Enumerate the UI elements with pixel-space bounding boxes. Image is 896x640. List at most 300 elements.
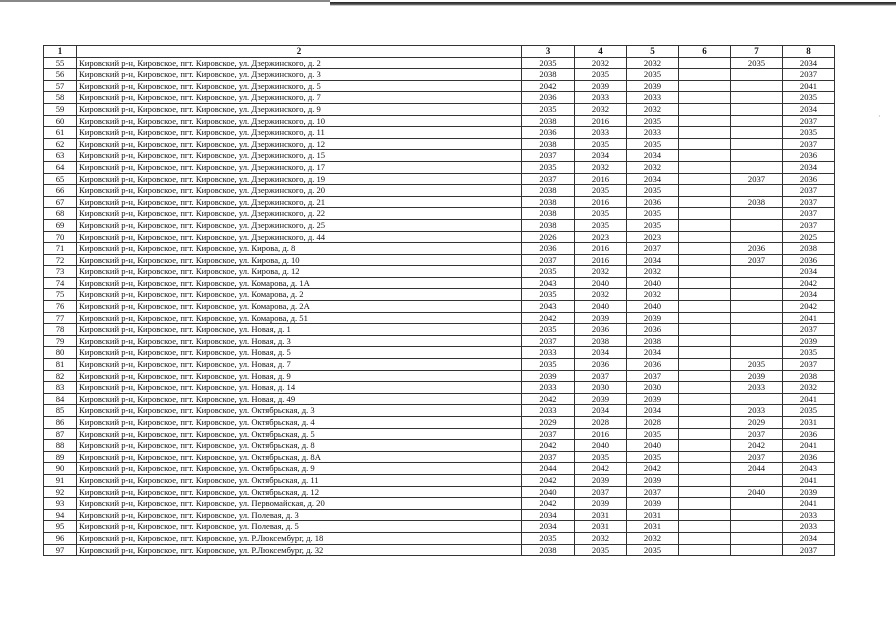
col3-year-cell: 2034 — [522, 521, 575, 533]
address-cell: Кировский р-н, Кировское, пгт. Кировское, ул. Р.Люксембург, д. 32 — [77, 544, 522, 556]
col3-year-cell: 2038 — [522, 208, 575, 220]
col6-cell — [679, 417, 731, 429]
col4-year-cell: 2039 — [575, 80, 627, 92]
row-number-cell: 93 — [44, 498, 77, 510]
col3-year-cell: 2036 — [522, 127, 575, 139]
col8-year-cell: 2036 — [783, 254, 835, 266]
col6-cell — [679, 80, 731, 92]
row-number-cell: 55 — [44, 57, 77, 69]
col7-year-cell: 2037 — [731, 254, 783, 266]
col8-year-cell: 2037 — [783, 138, 835, 150]
col5-year-cell: 2037 — [627, 243, 679, 255]
row-number-cell: 92 — [44, 486, 77, 498]
row-number-cell: 85 — [44, 405, 77, 417]
col3-year-cell: 2038 — [522, 219, 575, 231]
col3-year-cell: 2042 — [522, 80, 575, 92]
row-number-cell: 57 — [44, 80, 77, 92]
row-number-cell: 80 — [44, 347, 77, 359]
row-number-cell: 86 — [44, 417, 77, 429]
col5-year-cell: 2035 — [627, 69, 679, 81]
col4-year-cell: 2035 — [575, 219, 627, 231]
col8-year-cell: 2036 — [783, 451, 835, 463]
table-row — [44, 440, 835, 452]
row-number-cell: 61 — [44, 127, 77, 139]
col4-year-cell: 2039 — [575, 312, 627, 324]
col8-year-cell: 2037 — [783, 324, 835, 336]
col6-cell — [679, 440, 731, 452]
col4-year-cell: 2034 — [575, 150, 627, 162]
col5-year-cell: 2040 — [627, 277, 679, 289]
col4-year-cell: 2040 — [575, 440, 627, 452]
table-row — [44, 417, 835, 429]
column-header-8: 8 — [783, 46, 835, 58]
col4-year-cell: 2039 — [575, 474, 627, 486]
col3-year-cell: 2035 — [522, 266, 575, 278]
col7-year-cell — [731, 161, 783, 173]
col5-year-cell: 2032 — [627, 103, 679, 115]
table-row — [44, 289, 835, 301]
column-header-3: 3 — [522, 46, 575, 58]
col7-year-cell: 2042 — [731, 440, 783, 452]
col6-cell — [679, 127, 731, 139]
row-number-cell: 78 — [44, 324, 77, 336]
col3-year-cell: 2035 — [522, 359, 575, 371]
col8-year-cell: 2036 — [783, 173, 835, 185]
table-row — [44, 196, 835, 208]
column-header-2: 2 — [77, 46, 522, 58]
col4-year-cell: 2032 — [575, 266, 627, 278]
col7-year-cell: 2033 — [731, 382, 783, 394]
col7-year-cell — [731, 289, 783, 301]
col4-year-cell: 2016 — [575, 254, 627, 266]
col4-year-cell: 2032 — [575, 57, 627, 69]
col8-year-cell: 2035 — [783, 347, 835, 359]
row-number-cell: 62 — [44, 138, 77, 150]
col5-year-cell: 2039 — [627, 80, 679, 92]
table-row — [44, 324, 835, 336]
col6-cell — [679, 92, 731, 104]
col7-year-cell — [731, 69, 783, 81]
col5-year-cell: 2040 — [627, 440, 679, 452]
col8-year-cell: 2036 — [783, 150, 835, 162]
col5-year-cell: 2032 — [627, 266, 679, 278]
col4-year-cell: 2042 — [575, 463, 627, 475]
address-cell: Кировский р-н, Кировское, пгт. Кировское, ул. Дзержинского, д. 5 — [77, 80, 522, 92]
address-cell: Кировский р-н, Кировское, пгт. Кировское, ул. Дзержинского, д. 19 — [77, 173, 522, 185]
col5-year-cell: 2031 — [627, 521, 679, 533]
col4-year-cell: 2028 — [575, 417, 627, 429]
col5-year-cell: 2034 — [627, 254, 679, 266]
col8-year-cell: 2038 — [783, 370, 835, 382]
address-cell: Кировский р-н, Кировское, пгт. Кировское, ул. Октябрьская, д. 5 — [77, 428, 522, 440]
table-row — [44, 277, 835, 289]
address-cell: Кировский р-н, Кировское, пгт. Кировское, ул. Новая, д. 7 — [77, 359, 522, 371]
housing-register-table — [43, 45, 835, 556]
col3-year-cell: 2038 — [522, 185, 575, 197]
address-cell: Кировский р-н, Кировское, пгт. Кировское, ул. Дзержинского, д. 9 — [77, 103, 522, 115]
table-row — [44, 231, 835, 243]
col8-year-cell: 2043 — [783, 463, 835, 475]
col4-year-cell: 2032 — [575, 103, 627, 115]
col3-year-cell: 2035 — [522, 161, 575, 173]
col5-year-cell: 2042 — [627, 463, 679, 475]
address-cell: Кировский р-н, Кировское, пгт. Кировское, ул. Дзержинского, д. 22 — [77, 208, 522, 220]
col6-cell — [679, 185, 731, 197]
col7-year-cell — [731, 474, 783, 486]
col3-year-cell: 2035 — [522, 57, 575, 69]
column-header-5: 5 — [627, 46, 679, 58]
col3-year-cell: 2038 — [522, 544, 575, 556]
table-row — [44, 173, 835, 185]
col3-year-cell: 2035 — [522, 532, 575, 544]
address-cell: Кировский р-н, Кировское, пгт. Кировское, ул. Первомайская, д. 20 — [77, 498, 522, 510]
table-row — [44, 544, 835, 556]
address-cell: Кировский р-н, Кировское, пгт. Кировское, ул. Полевая, д. 3 — [77, 509, 522, 521]
col5-year-cell: 2028 — [627, 417, 679, 429]
row-number-cell: 89 — [44, 451, 77, 463]
col4-year-cell: 2037 — [575, 370, 627, 382]
col8-year-cell: 2033 — [783, 509, 835, 521]
table-row — [44, 161, 835, 173]
address-cell: Кировский р-н, Кировское, пгт. Кировское, ул. Новая, д. 3 — [77, 335, 522, 347]
col4-year-cell: 2016 — [575, 428, 627, 440]
address-cell: Кировский р-н, Кировское, пгт. Кировское, ул. Дзержинского, д. 10 — [77, 115, 522, 127]
col8-year-cell: 2034 — [783, 532, 835, 544]
col8-year-cell: 2038 — [783, 243, 835, 255]
col3-year-cell: 2037 — [522, 335, 575, 347]
row-number-cell: 60 — [44, 115, 77, 127]
address-cell: Кировский р-н, Кировское, пгт. Кировское, ул. Дзержинского, д. 11 — [77, 127, 522, 139]
row-number-cell: 68 — [44, 208, 77, 220]
address-cell: Кировский р-н, Кировское, пгт. Кировское, ул. Октябрьская, д. 12 — [77, 486, 522, 498]
col6-cell — [679, 544, 731, 556]
col6-cell — [679, 161, 731, 173]
row-number-cell: 94 — [44, 509, 77, 521]
col5-year-cell: 2034 — [627, 347, 679, 359]
row-number-cell: 95 — [44, 521, 77, 533]
col4-year-cell: 2033 — [575, 92, 627, 104]
col4-year-cell: 2032 — [575, 532, 627, 544]
col3-year-cell: 2037 — [522, 150, 575, 162]
col8-year-cell: 2025 — [783, 231, 835, 243]
col4-year-cell: 2033 — [575, 127, 627, 139]
col8-year-cell: 2042 — [783, 277, 835, 289]
col6-cell — [679, 521, 731, 533]
col8-year-cell: 2037 — [783, 219, 835, 231]
col3-year-cell: 2040 — [522, 486, 575, 498]
table-row — [44, 509, 835, 521]
address-cell: Кировский р-н, Кировское, пгт. Кировское, ул. Дзержинского, д. 44 — [77, 231, 522, 243]
col6-cell — [679, 463, 731, 475]
address-cell: Кировский р-н, Кировское, пгт. Кировское, ул. Дзержинского, д. 7 — [77, 92, 522, 104]
col3-year-cell: 2038 — [522, 138, 575, 150]
row-number-cell: 74 — [44, 277, 77, 289]
col6-cell — [679, 370, 731, 382]
col6-cell — [679, 451, 731, 463]
col7-year-cell — [731, 532, 783, 544]
address-cell: Кировский р-н, Кировское, пгт. Кировское, ул. Комарова, д. 2А — [77, 301, 522, 313]
col7-year-cell — [731, 231, 783, 243]
col6-cell — [679, 103, 731, 115]
table-row — [44, 115, 835, 127]
col7-year-cell — [731, 92, 783, 104]
col4-year-cell: 2032 — [575, 289, 627, 301]
col7-year-cell: 2035 — [731, 359, 783, 371]
col4-year-cell: 2039 — [575, 393, 627, 405]
col3-year-cell: 2035 — [522, 324, 575, 336]
col5-year-cell: 2034 — [627, 150, 679, 162]
col5-year-cell: 2039 — [627, 474, 679, 486]
table-row — [44, 138, 835, 150]
col3-year-cell: 2043 — [522, 277, 575, 289]
col7-year-cell — [731, 150, 783, 162]
col8-year-cell: 2041 — [783, 312, 835, 324]
row-number-cell: 70 — [44, 231, 77, 243]
col6-cell — [679, 115, 731, 127]
col5-year-cell: 2035 — [627, 544, 679, 556]
col6-cell — [679, 312, 731, 324]
table-row — [44, 208, 835, 220]
col6-cell — [679, 347, 731, 359]
address-cell: Кировский р-н, Кировское, пгт. Кировское, ул. Р.Люксембург, д. 18 — [77, 532, 522, 544]
col3-year-cell: 2044 — [522, 463, 575, 475]
table-row — [44, 150, 835, 162]
col8-year-cell: 2031 — [783, 417, 835, 429]
col6-cell — [679, 243, 731, 255]
col7-year-cell: 2037 — [731, 428, 783, 440]
col4-year-cell: 2032 — [575, 161, 627, 173]
col7-year-cell — [731, 498, 783, 510]
row-number-cell: 77 — [44, 312, 77, 324]
col7-year-cell — [731, 266, 783, 278]
table-row — [44, 92, 835, 104]
col8-year-cell: 2037 — [783, 69, 835, 81]
table-row — [44, 254, 835, 266]
row-number-cell: 64 — [44, 161, 77, 173]
col7-year-cell: 2044 — [731, 463, 783, 475]
table-row — [44, 335, 835, 347]
col7-year-cell — [731, 521, 783, 533]
col7-year-cell — [731, 115, 783, 127]
col6-cell — [679, 254, 731, 266]
col5-year-cell: 2035 — [627, 115, 679, 127]
table-row — [44, 266, 835, 278]
col5-year-cell: 2034 — [627, 173, 679, 185]
col4-year-cell: 2030 — [575, 382, 627, 394]
address-cell: Кировский р-н, Кировское, пгт. Кировское, ул. Кирова, д. 10 — [77, 254, 522, 266]
col5-year-cell: 2033 — [627, 92, 679, 104]
col8-year-cell: 2041 — [783, 474, 835, 486]
col4-year-cell: 2034 — [575, 405, 627, 417]
col5-year-cell: 2032 — [627, 57, 679, 69]
col4-year-cell: 2039 — [575, 498, 627, 510]
row-number-cell: 96 — [44, 532, 77, 544]
col4-year-cell: 2016 — [575, 196, 627, 208]
col6-cell — [679, 335, 731, 347]
col6-cell — [679, 173, 731, 185]
col7-year-cell: 2039 — [731, 370, 783, 382]
col7-year-cell — [731, 138, 783, 150]
table-row — [44, 185, 835, 197]
col6-cell — [679, 57, 731, 69]
row-number-cell: 63 — [44, 150, 77, 162]
address-cell: Кировский р-н, Кировское, пгт. Кировское, ул. Кирова, д. 12 — [77, 266, 522, 278]
col6-cell — [679, 150, 731, 162]
col6-cell — [679, 69, 731, 81]
col8-year-cell: 2037 — [783, 185, 835, 197]
col6-cell — [679, 208, 731, 220]
col5-year-cell: 2035 — [627, 219, 679, 231]
col3-year-cell: 2034 — [522, 509, 575, 521]
row-number-cell: 91 — [44, 474, 77, 486]
col4-year-cell: 2038 — [575, 335, 627, 347]
col8-year-cell: 2034 — [783, 103, 835, 115]
col4-year-cell: 2036 — [575, 324, 627, 336]
col3-year-cell: 2043 — [522, 301, 575, 313]
row-number-cell: 67 — [44, 196, 77, 208]
address-cell: Кировский р-н, Кировское, пгт. Кировское, ул. Дзержинского, д. 15 — [77, 150, 522, 162]
column-header-4: 4 — [575, 46, 627, 58]
col8-year-cell: 2042 — [783, 301, 835, 313]
address-cell: Кировский р-н, Кировское, пгт. Кировское, ул. Новая, д. 5 — [77, 347, 522, 359]
row-number-cell: 88 — [44, 440, 77, 452]
col6-cell — [679, 266, 731, 278]
col7-year-cell — [731, 80, 783, 92]
col8-year-cell: 2037 — [783, 115, 835, 127]
row-number-cell: 71 — [44, 243, 77, 255]
address-cell: Кировский р-н, Кировское, пгт. Кировское, ул. Новая, д. 49 — [77, 393, 522, 405]
table-row — [44, 451, 835, 463]
col8-year-cell: 2041 — [783, 440, 835, 452]
address-cell: Кировский р-н, Кировское, пгт. Кировское, ул. Дзержинского, д. 20 — [77, 185, 522, 197]
table-row — [44, 370, 835, 382]
col5-year-cell: 2039 — [627, 312, 679, 324]
row-number-cell: 82 — [44, 370, 77, 382]
table-row — [44, 532, 835, 544]
col8-year-cell: 2041 — [783, 498, 835, 510]
col5-year-cell: 2039 — [627, 393, 679, 405]
col4-year-cell: 2036 — [575, 359, 627, 371]
row-number-cell: 56 — [44, 69, 77, 81]
col5-year-cell: 2031 — [627, 509, 679, 521]
col3-year-cell: 2038 — [522, 115, 575, 127]
row-number-cell: 84 — [44, 393, 77, 405]
table-row — [44, 428, 835, 440]
col8-year-cell: 2034 — [783, 161, 835, 173]
col6-cell — [679, 474, 731, 486]
row-number-cell: 59 — [44, 103, 77, 115]
row-number-cell: 69 — [44, 219, 77, 231]
col7-year-cell — [731, 185, 783, 197]
table-row — [44, 80, 835, 92]
address-cell: Кировский р-н, Кировское, пгт. Кировское, ул. Октябрьская, д. 8А — [77, 451, 522, 463]
address-cell: Кировский р-н, Кировское, пгт. Кировское, ул. Комарова, д. 51 — [77, 312, 522, 324]
col7-year-cell: 2033 — [731, 405, 783, 417]
col8-year-cell: 2032 — [783, 382, 835, 394]
col3-year-cell: 2026 — [522, 231, 575, 243]
col3-year-cell: 2036 — [522, 243, 575, 255]
row-number-cell: 65 — [44, 173, 77, 185]
table-row — [44, 57, 835, 69]
col5-year-cell: 2032 — [627, 161, 679, 173]
col8-year-cell: 2035 — [783, 127, 835, 139]
table-row — [44, 498, 835, 510]
col3-year-cell: 2029 — [522, 417, 575, 429]
col7-year-cell — [731, 277, 783, 289]
col5-year-cell: 2040 — [627, 301, 679, 313]
col3-year-cell: 2033 — [522, 405, 575, 417]
col3-year-cell: 2042 — [522, 440, 575, 452]
col7-year-cell — [731, 347, 783, 359]
col4-year-cell: 2035 — [575, 451, 627, 463]
col6-cell — [679, 289, 731, 301]
col3-year-cell: 2033 — [522, 347, 575, 359]
address-cell: Кировский р-н, Кировское, пгт. Кировское, ул. Дзержинского, д. 21 — [77, 196, 522, 208]
col7-year-cell — [731, 301, 783, 313]
col4-year-cell: 2031 — [575, 509, 627, 521]
col8-year-cell: 2039 — [783, 486, 835, 498]
table-row — [44, 382, 835, 394]
col5-year-cell: 2036 — [627, 359, 679, 371]
col6-cell — [679, 219, 731, 231]
col7-year-cell — [731, 324, 783, 336]
col6-cell — [679, 405, 731, 417]
col7-year-cell — [731, 103, 783, 115]
margin-speck-mark: · — [878, 112, 881, 121]
col7-year-cell — [731, 393, 783, 405]
col7-year-cell — [731, 219, 783, 231]
address-cell: Кировский р-н, Кировское, пгт. Кировское, ул. Дзержинского, д. 17 — [77, 161, 522, 173]
col6-cell — [679, 359, 731, 371]
col8-year-cell: 2037 — [783, 544, 835, 556]
table-body — [44, 57, 835, 556]
col7-year-cell: 2037 — [731, 451, 783, 463]
col6-cell — [679, 532, 731, 544]
col4-year-cell: 2023 — [575, 231, 627, 243]
col5-year-cell: 2037 — [627, 486, 679, 498]
col6-cell — [679, 324, 731, 336]
col5-year-cell: 2035 — [627, 208, 679, 220]
col7-year-cell: 2038 — [731, 196, 783, 208]
col3-year-cell: 2042 — [522, 312, 575, 324]
col5-year-cell: 2030 — [627, 382, 679, 394]
col8-year-cell: 2034 — [783, 266, 835, 278]
col4-year-cell: 2035 — [575, 208, 627, 220]
col5-year-cell: 2035 — [627, 428, 679, 440]
row-number-cell: 87 — [44, 428, 77, 440]
col7-year-cell: 2036 — [731, 243, 783, 255]
table-row — [44, 127, 835, 139]
row-number-cell: 66 — [44, 185, 77, 197]
table-row — [44, 463, 835, 475]
col3-year-cell: 2037 — [522, 428, 575, 440]
address-cell: Кировский р-н, Кировское, пгт. Кировское, ул. Полевая, д. 5 — [77, 521, 522, 533]
row-number-cell: 81 — [44, 359, 77, 371]
table-row — [44, 521, 835, 533]
col8-year-cell: 2035 — [783, 92, 835, 104]
col8-year-cell: 2037 — [783, 196, 835, 208]
col7-year-cell: 2035 — [731, 57, 783, 69]
col8-year-cell: 2037 — [783, 208, 835, 220]
col6-cell — [679, 382, 731, 394]
col5-year-cell: 2034 — [627, 405, 679, 417]
col5-year-cell: 2036 — [627, 324, 679, 336]
address-cell: Кировский р-н, Кировское, пгт. Кировское, ул. Кирова, д. 8 — [77, 243, 522, 255]
col4-year-cell: 2031 — [575, 521, 627, 533]
address-cell: Кировский р-н, Кировское, пгт. Кировское, ул. Новая, д. 9 — [77, 370, 522, 382]
col6-cell — [679, 231, 731, 243]
address-cell: Кировский р-н, Кировское, пгт. Кировское, ул. Новая, д. 14 — [77, 382, 522, 394]
